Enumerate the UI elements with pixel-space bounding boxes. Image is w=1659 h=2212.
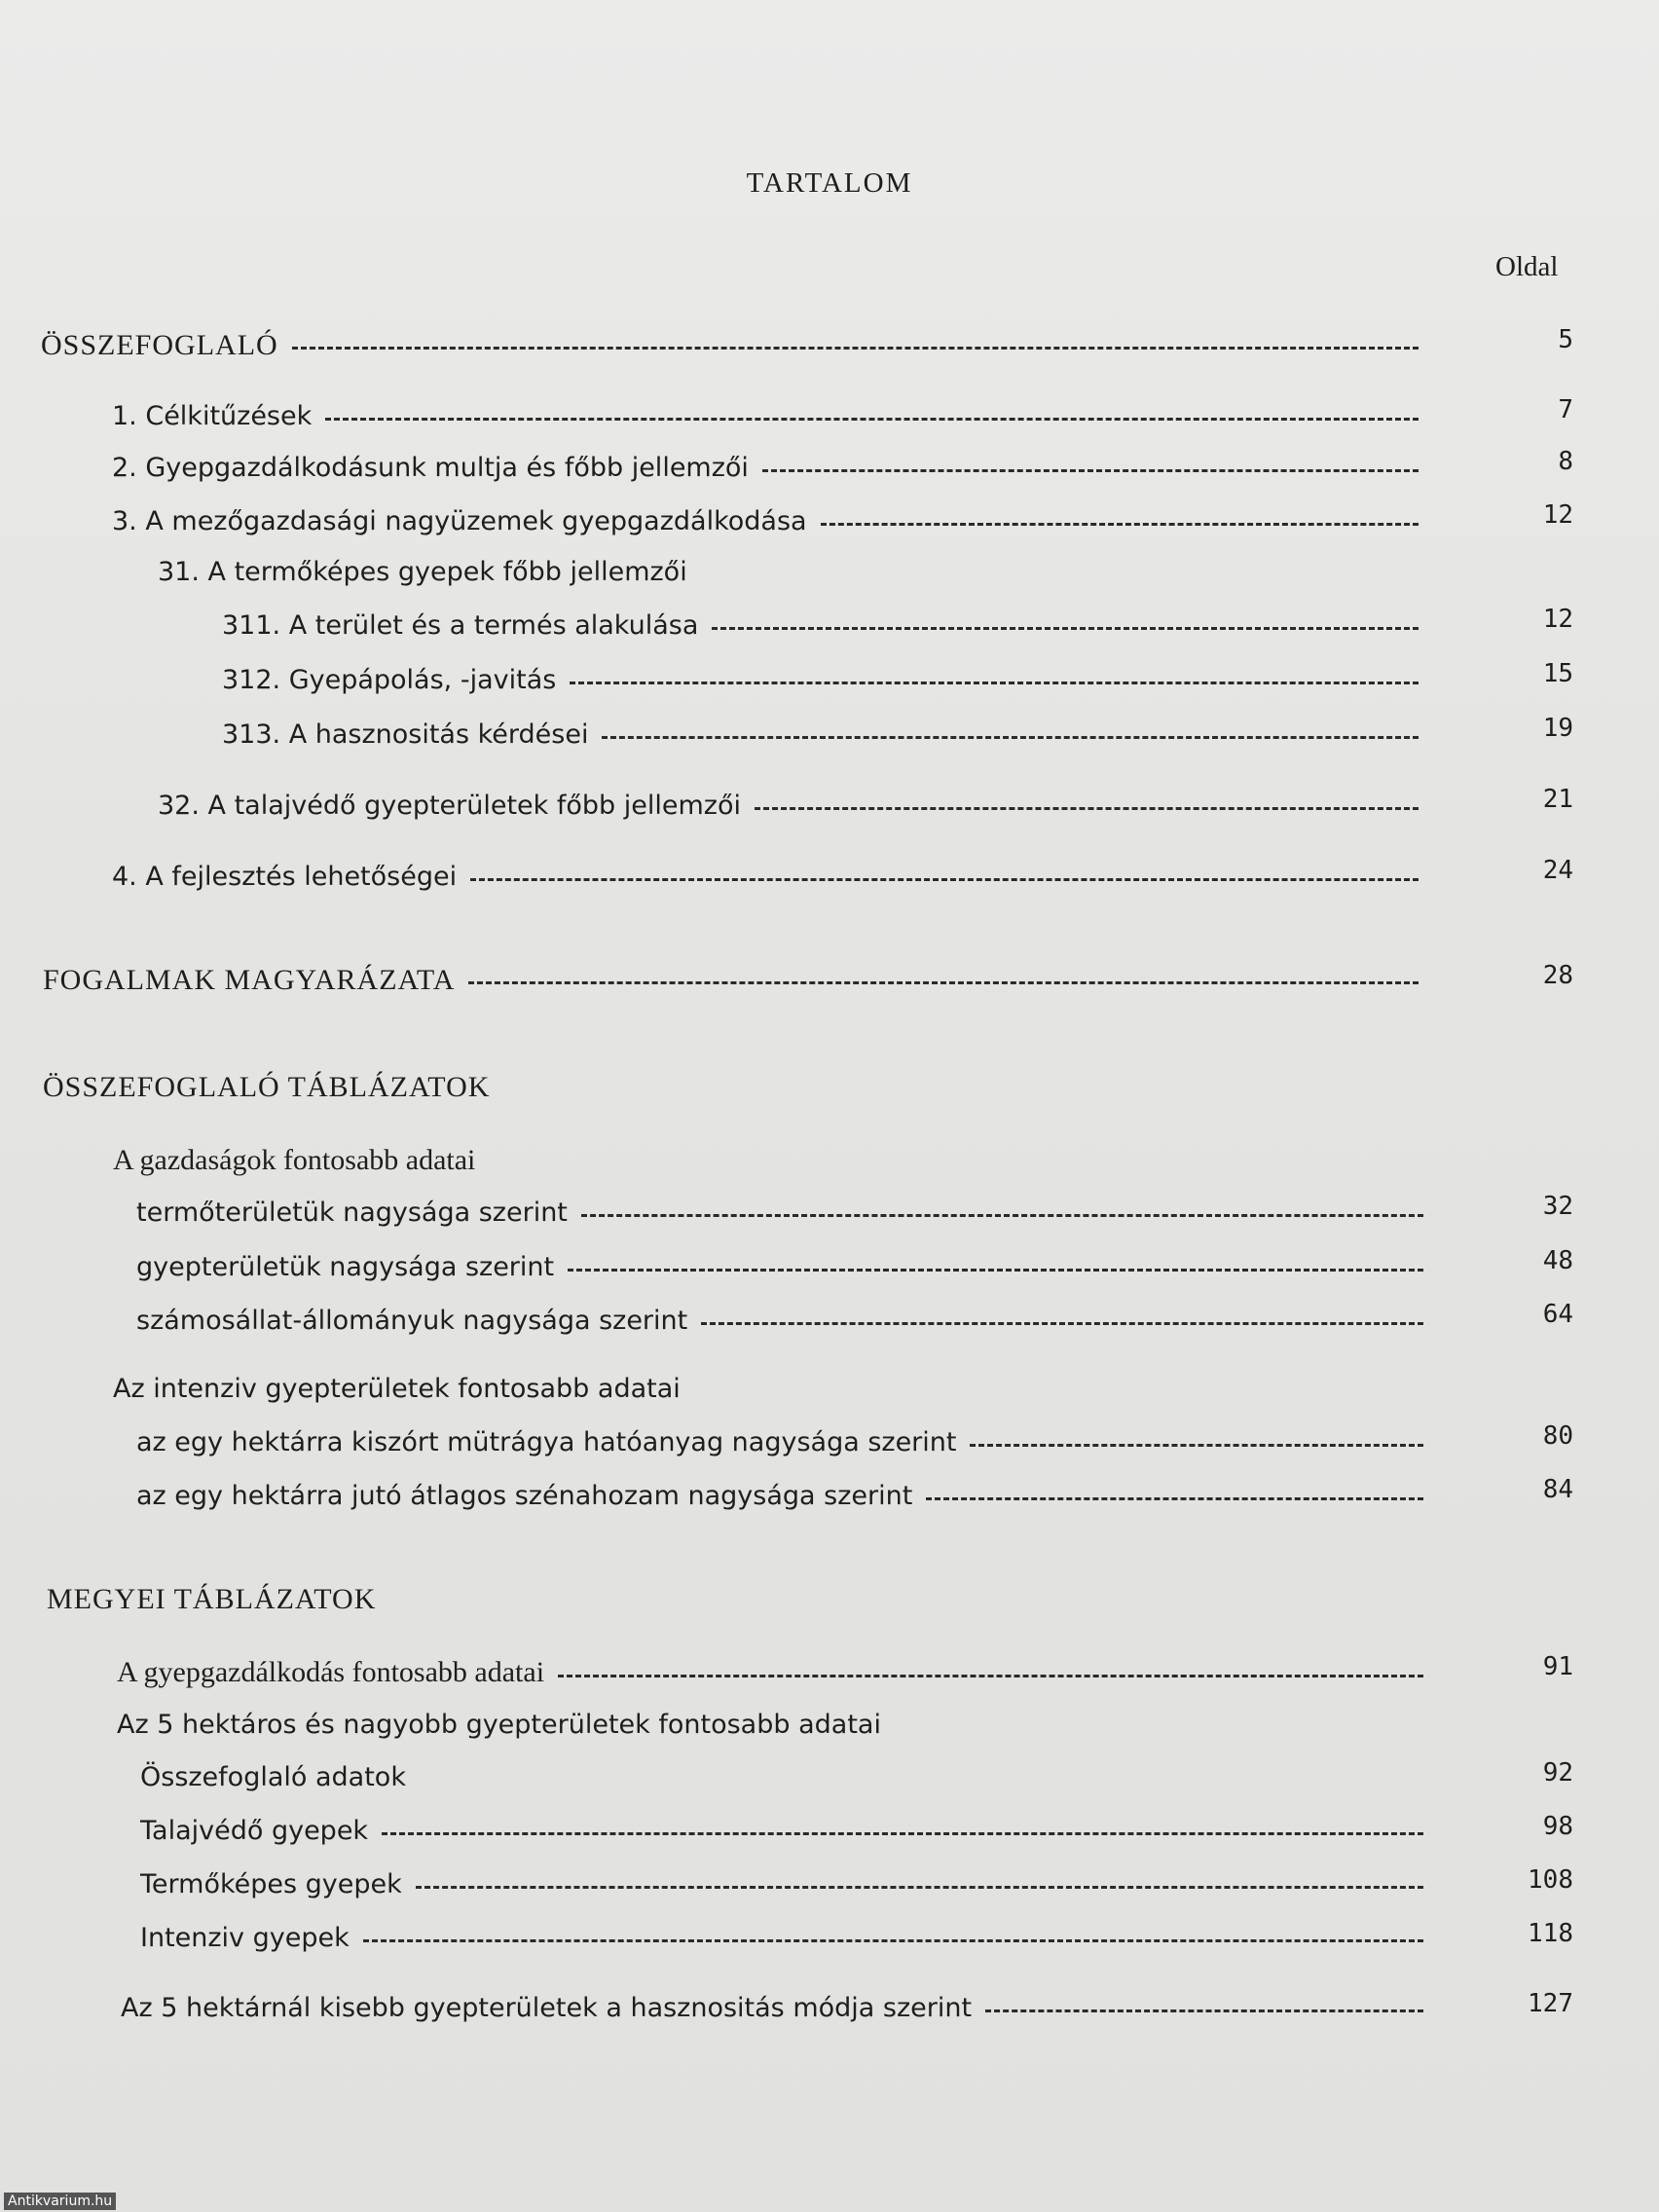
dot-leader <box>821 523 1419 526</box>
toc-entry-mutragya <box>136 1427 1423 1457</box>
toc-entry-osszefoglalo-adatok <box>140 1762 1423 1792</box>
toc-entry-osszefoglalo <box>41 329 1419 362</box>
toc-entry-text: 2. Gyepgazdálkodásunk multja és főbb jellemzői <box>112 453 749 483</box>
section-heading-megyei-tablazatok: MEGYEI TÁBLÁZATOK <box>47 1583 377 1615</box>
toc-entry-text: Talajvédő gyepek <box>140 1816 369 1846</box>
page-title: TARTALOM <box>746 167 913 199</box>
toc-entry-termoterulet <box>136 1198 1423 1228</box>
toc-entry-text: FOGALMAK MAGYARÁZATA <box>43 964 456 996</box>
toc-subheading-gazdasagok: A gazdaságok fontosabb adatai <box>113 1144 476 1176</box>
toc-entry-szamosallat <box>136 1306 1423 1336</box>
toc-entry-hasznositas <box>222 719 1419 750</box>
toc-entry-text: számosállat-állományuk nagysága szerint <box>136 1306 688 1336</box>
toc-entry-text: 3. A mezőgazdasági nagyüzemek gyepgazdálkodása <box>112 506 807 536</box>
section-heading-osszefoglalo-tablazatok: ÖSSZEFOGLALÓ TÁBLÁZATOK <box>43 1071 491 1103</box>
toc-entry-intenziv-gyepek <box>140 1923 1423 1953</box>
dot-leader <box>602 736 1419 739</box>
dot-leader <box>382 1832 1423 1835</box>
page-column-label: Oldal <box>1495 251 1559 282</box>
toc-page-number: 108 <box>1528 1865 1573 1895</box>
toc-entry-text: A gyepgazdálkodás fontosabb adatai <box>117 1656 545 1688</box>
toc-entry-text: az egy hektárra kiszórt mütrágya hatóanyag nagysága szerint <box>136 1427 957 1457</box>
toc-page-number: 80 <box>1542 1421 1573 1451</box>
dot-leader <box>762 469 1419 472</box>
toc-subheading-ot-hektaros: Az 5 hektáros és nagyobb gyepterületek fontosabb adatai <box>117 1710 881 1740</box>
toc-page-number: 7 <box>1558 395 1573 424</box>
toc-entry-terulet-termes <box>222 610 1419 641</box>
toc-entry-text: Termőképes gyepek <box>140 1869 402 1899</box>
toc-page-number: 98 <box>1542 1812 1573 1841</box>
toc-entry-text: Az 5 hektárnál kisebb gyepterületek a hasznositás módja szerint <box>121 1993 973 2023</box>
toc-entry-szenahozam <box>136 1481 1423 1511</box>
dot-leader <box>325 418 1419 421</box>
toc-entry-text: gyepterületük nagysága szerint <box>136 1252 555 1282</box>
toc-page-number: 48 <box>1542 1246 1573 1275</box>
dot-leader <box>755 807 1419 810</box>
toc-entry-gyepgazdalkodas-multja <box>112 453 1419 483</box>
toc-page-number: 8 <box>1558 447 1573 476</box>
watermark: Antikvarium.hu <box>4 2193 116 2210</box>
dot-leader <box>468 981 1419 984</box>
toc-entry-text: 312. Gyepápolás, -javitás <box>222 665 557 695</box>
toc-entry-talajvedo <box>158 791 1419 821</box>
toc-entry-fejlesztes <box>112 862 1419 892</box>
toc-entry-text: Összefoglaló adatok <box>140 1762 406 1792</box>
dot-leader <box>970 1444 1423 1447</box>
dot-leader <box>570 682 1419 684</box>
dot-leader <box>701 1322 1423 1325</box>
toc-page-number: 5 <box>1558 325 1573 354</box>
toc-entry-fogalmak <box>43 964 1419 997</box>
toc-entry-text: az egy hektárra jutó átlagos szénahozam nagysága szerint <box>136 1481 913 1511</box>
toc-page-number: 12 <box>1542 500 1573 530</box>
dot-leader <box>581 1214 1423 1217</box>
toc-page-number: 15 <box>1542 659 1573 688</box>
dot-leader <box>926 1497 1423 1500</box>
toc-entry-kisebb <box>121 1993 1423 2023</box>
toc-entry-nagyuzemek <box>112 506 1419 536</box>
toc-entry-text: 1. Célkitűzések <box>112 401 313 431</box>
toc-entry-termokepes: 31. A termőképes gyepek főbb jellemzői <box>158 557 687 587</box>
dot-leader <box>712 627 1419 630</box>
toc-page-number: 91 <box>1542 1652 1573 1681</box>
toc-page-number: 64 <box>1542 1300 1573 1329</box>
toc-entry-gyepapolas <box>222 665 1419 695</box>
dot-leader <box>985 2009 1423 2012</box>
toc-page-number: 28 <box>1542 961 1573 990</box>
toc-entry-text: 311. A terület és a termés alakulása <box>222 610 699 641</box>
dot-leader <box>416 1886 1423 1889</box>
toc-entry-text: 4. A fejlesztés lehetőségei <box>112 862 458 892</box>
toc-page-number: 118 <box>1528 1919 1573 1948</box>
toc-entry-gyepgazd-adatai <box>117 1656 1423 1689</box>
toc-page-number: 21 <box>1542 785 1573 814</box>
toc-entry-gyepterulet <box>136 1252 1423 1282</box>
dot-leader <box>568 1269 1423 1272</box>
toc-entry-talajvedo-gyepek <box>140 1816 1423 1846</box>
toc-page-number: 84 <box>1542 1475 1573 1504</box>
toc-subheading-intenziv: Az intenziv gyepterületek fontosabb adatai <box>113 1374 681 1404</box>
dot-leader <box>363 1939 1423 1942</box>
toc-page-number: 32 <box>1542 1192 1573 1221</box>
dot-leader <box>558 1675 1423 1677</box>
toc-entry-termokepes-gyepek <box>140 1869 1423 1899</box>
toc-entry-text: ÖSSZEFOGLALÓ <box>41 329 278 361</box>
toc-page-number: 92 <box>1542 1758 1573 1788</box>
toc-page-number: 19 <box>1542 714 1573 743</box>
toc-page-number: 24 <box>1542 856 1573 885</box>
dot-leader <box>292 347 1419 350</box>
toc-entry-text: 32. A talajvédő gyepterületek főbb jellemzői <box>158 791 741 821</box>
toc-page-number: 12 <box>1542 605 1573 634</box>
toc-entry-celkituzesek <box>112 401 1419 431</box>
dot-leader <box>470 878 1419 881</box>
toc-page-number: 127 <box>1528 1989 1573 2018</box>
toc-entry-text: 313. A hasznositás kérdései <box>222 719 589 750</box>
toc-entry-text: termőterületük nagysága szerint <box>136 1198 568 1228</box>
toc-entry-text: Intenziv gyepek <box>140 1923 350 1953</box>
